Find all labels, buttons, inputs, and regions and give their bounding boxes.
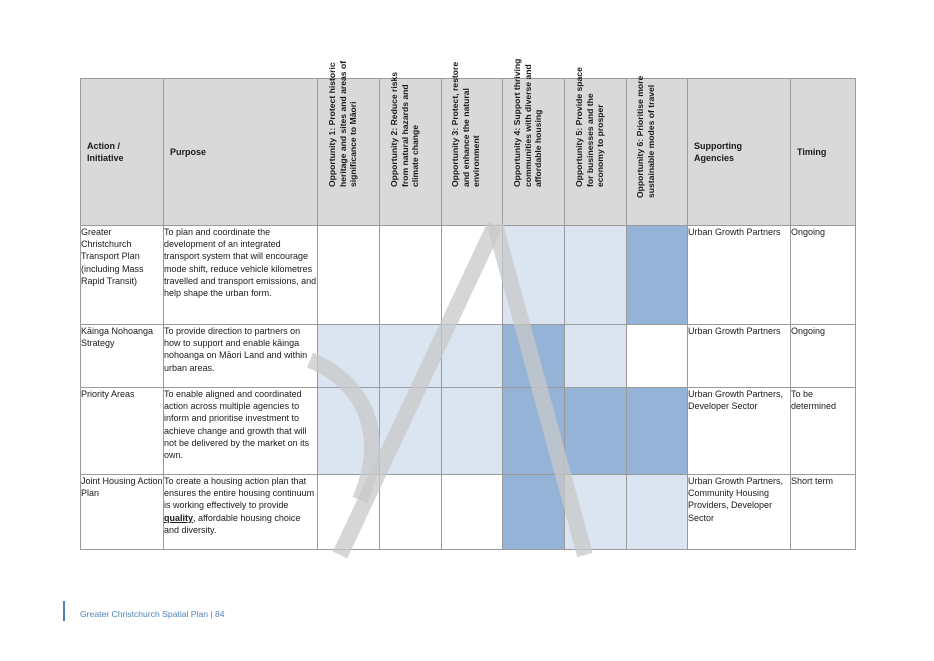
agencies-cell: Urban Growth Partners <box>688 226 791 325</box>
opportunity-cell <box>565 226 627 325</box>
header-purpose: Purpose <box>164 79 318 226</box>
opportunity-cell <box>565 325 627 388</box>
actions-table <box>80 58 856 550</box>
opportunity-cell <box>318 226 380 325</box>
purpose-text: , affordable housing choice and diversity. <box>164 512 301 535</box>
header-opportunity-1: Opportunity 1: Protect historic heritage and sites and areas of significance to Māori <box>318 79 380 226</box>
footer-accent-bar <box>63 601 65 621</box>
action-cell: Joint Housing Action Plan <box>81 475 164 550</box>
table-row <box>81 325 856 388</box>
table-row <box>81 388 856 475</box>
opportunity-cell <box>318 325 380 388</box>
page-footer: Greater Christchurch Spatial Plan | 84 <box>80 609 225 619</box>
opportunity-cell <box>627 226 688 325</box>
header-opportunity-3: Opportunity 3: Protect, restore and enhance the natural environment <box>442 79 503 226</box>
purpose-cell: To enable aligned and coordinated action across multiple agencies to inform and prioritise investment to achieve change and growth that will not be delivered by the market on its own. <box>164 388 318 475</box>
purpose-cell <box>164 475 318 550</box>
opportunity-cell <box>503 388 565 475</box>
opportunity-cell <box>318 475 380 550</box>
opportunity-cell <box>565 388 627 475</box>
opportunity-cell <box>442 475 503 550</box>
opportunity-cell <box>380 325 442 388</box>
opportunity-cell <box>627 475 688 550</box>
opportunity-cell <box>565 475 627 550</box>
header-agencies: Supporting Agencies <box>688 79 791 226</box>
opportunity-cell <box>380 388 442 475</box>
purpose-text: To create a housing action plan that ensures the entire housing continuum is working effectively to provide <box>164 476 315 511</box>
header-opportunity-4: Opportunity 4: Support thriving communities with diverse and affordable housing <box>503 79 565 226</box>
opportunity-cell <box>503 475 565 550</box>
timing-cell: Short term <box>791 475 856 550</box>
table-row <box>81 475 856 550</box>
opportunity-cell <box>627 325 688 388</box>
header-action: Action / Initiative <box>81 79 164 226</box>
purpose-cell: To plan and coordinate the development of an integrated transport system that will encourage mode shift, reduce vehicle kilometres travelled and transport emissions, and help shape the urban form. <box>164 226 318 325</box>
timing-cell: Ongoing <box>791 226 856 325</box>
purpose-cell: To provide direction to partners on how to support and enable kāinga nohoanga on Māori Land and within urban areas. <box>164 325 318 388</box>
action-cell: Greater Christchurch Transport Plan (including Mass Rapid Transit) <box>81 226 164 325</box>
table-row <box>81 226 856 325</box>
action-cell: Priority Areas <box>81 388 164 475</box>
header-opportunity-6: Opportunity 6: Prioritise more sustainable modes of travel <box>627 79 688 226</box>
header-opportunity-5: Opportunity 5: Provide space for businesses and the economy to prosper <box>565 79 627 226</box>
agencies-cell: Urban Growth Partners <box>688 325 791 388</box>
opportunity-cell <box>442 325 503 388</box>
opportunity-cell <box>503 325 565 388</box>
opportunity-cell <box>503 226 565 325</box>
opportunity-cell <box>442 226 503 325</box>
purpose-emphasis: quality <box>164 512 194 523</box>
opportunity-cell <box>380 226 442 325</box>
timing-cell: Ongoing <box>791 325 856 388</box>
header-opportunity-2: Opportunity 2: Reduce risks from natural hazards and climate change <box>380 79 442 226</box>
opportunity-cell <box>380 475 442 550</box>
header-timing: Timing <box>791 79 856 226</box>
opportunity-cell <box>318 388 380 475</box>
opportunity-cell <box>442 388 503 475</box>
header-row <box>81 79 856 226</box>
agencies-cell: Urban Growth Partners, Community Housing Providers, Developer Sector <box>688 475 791 550</box>
timing-cell: To be determined <box>791 388 856 475</box>
agencies-cell: Urban Growth Partners, Developer Sector <box>688 388 791 475</box>
action-cell: Kāinga Nohoanga Strategy <box>81 325 164 388</box>
opportunity-cell <box>627 388 688 475</box>
